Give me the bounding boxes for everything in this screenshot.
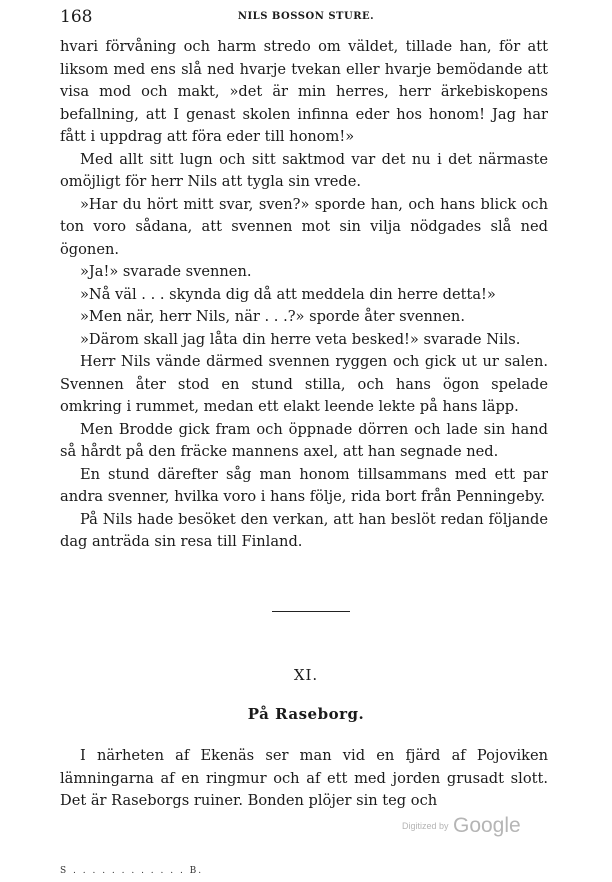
paragraph: Med allt sitt lugn och sitt saktmod var det nu i det närmaste omöjligt för herr Nils att tygla sin vrede. — [60, 150, 548, 190]
paragraph: »Ja!» svarade svennen. — [80, 263, 252, 280]
chapter-text — [60, 745, 548, 813]
google-logo: Google — [452, 814, 521, 837]
paragraph: En stund därefter såg man honom tillsammans med ett par andra svenner, hvilka voro i hans följe, rida bort från Penningeby. — [60, 465, 548, 505]
digitization-watermark — [402, 814, 521, 838]
footer-signature: S . . . . . . . . . . . . B. — [60, 866, 204, 876]
section-divider — [272, 611, 350, 612]
watermark-prefix: Digitized by — [402, 821, 449, 831]
page-number: 168 — [60, 7, 93, 27]
paragraph: Men Brodde gick fram och öppnade dörren och lade sin hand så hårdt på den fräcke mannens axel, att han segnade ned. — [60, 420, 548, 460]
body-text — [60, 36, 548, 554]
paragraph: hvari förvåning och harm stredo om väldet, tillade han, för att liksom med ens slå ned hvarje tvekan eller hvarje bemödande att visa mod och makt, »det är min herres, herr ärkebiskopens befallning, att I genast skolen infinna eder hos honom! Jag har fått i uppdrag att föra eder till honom!» — [60, 38, 548, 145]
paragraph: »Har du hört mitt svar, sven?» sporde han, och hans blick och ton voro sådana, att svennen mot sin vilja nödgades slå ned ögonen. — [60, 195, 548, 258]
paragraph: I närheten af Ekenäs ser man vid en fjärd af Pojoviken lämningarna af en ringmur och af ett med jorden grusadt slott. Det är Raseborgs ruiner. Bonden plöjer sin teg och — [60, 747, 548, 809]
paragraph: »Därom skall jag låta din herre veta besked!» svarade Nils. — [80, 330, 521, 348]
chapter-number: XI. — [293, 666, 319, 684]
running-head: NILS BOSSON STURE. — [237, 11, 375, 22]
paragraph: På Nils hade besöket den verkan, att han beslöt redan följande dag anträda sin resa till Finland. — [60, 510, 548, 550]
chapter-title: På Raseborg. — [247, 705, 365, 723]
paragraph: »Men när, herr Nils, när . . .?» sporde åter svennen. — [80, 308, 465, 325]
paragraph: Herr Nils vände därmed svennen ryggen och gick ut ur salen. Svennen åter stod en stund stilla, och hans ögon spelade omkring i rummet, medan ett elakt leende lekte på hans läpp. — [60, 353, 548, 415]
paragraph: »Nå väl . . . skynda dig då att meddela din herre detta!» — [80, 285, 496, 303]
